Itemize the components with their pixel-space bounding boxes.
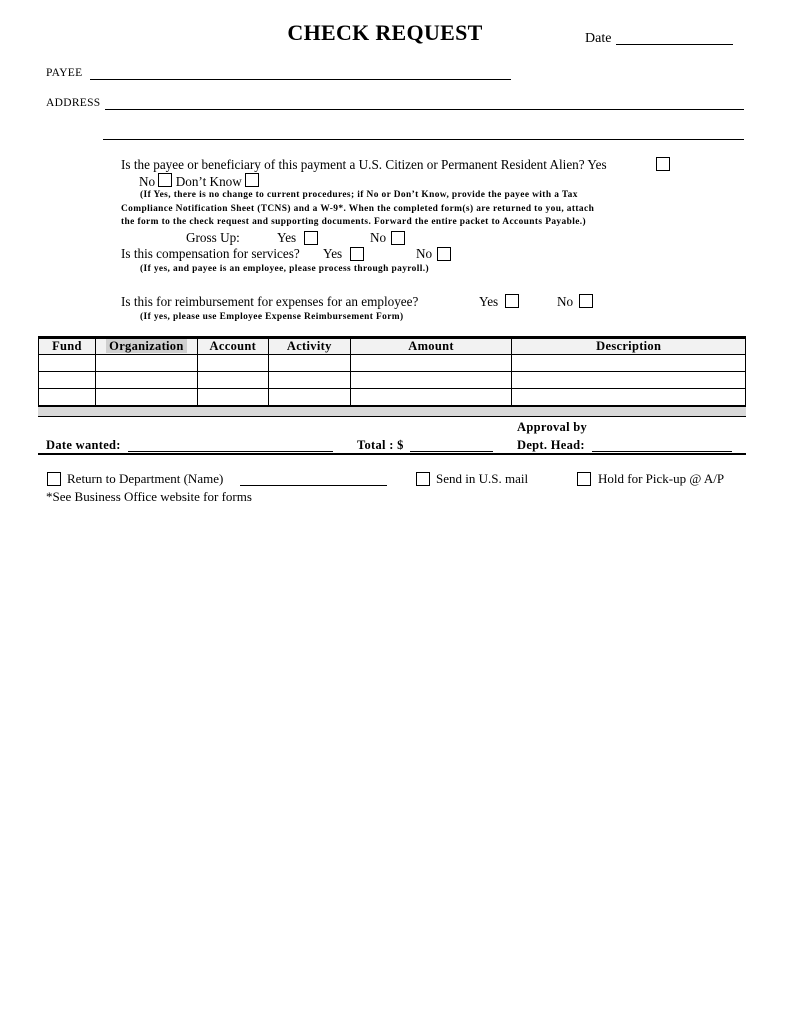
citizen-yes-checkbox[interactable] [656, 157, 670, 171]
reimbursement-yes-checkbox[interactable] [505, 294, 519, 308]
table-row [39, 372, 746, 389]
citizen-question [121, 157, 607, 173]
column-header-fund: Fund [39, 339, 96, 355]
account-cell[interactable] [197, 355, 268, 372]
date-wanted-label: Date wanted: [46, 438, 121, 452]
date-label: Date [585, 31, 612, 46]
compensation-yes-label: Yes [323, 246, 343, 261]
column-header-organization: Organization [95, 339, 197, 355]
reimbursement-yes-label: Yes [479, 294, 499, 309]
fund-cell[interactable] [39, 389, 96, 406]
form-title: CHECK REQUEST [287, 20, 483, 45]
gross-up-yes-checkbox[interactable] [304, 231, 318, 245]
description-cell[interactable] [512, 372, 746, 389]
address-field-line1[interactable] [105, 109, 744, 110]
approval-label-line2: Dept. Head: [517, 438, 585, 452]
activity-cell[interactable] [268, 389, 350, 406]
table-separator-band [38, 406, 746, 417]
compensation-yes-checkbox[interactable] [350, 247, 364, 261]
department-name-field[interactable] [240, 485, 387, 486]
payee-field[interactable] [90, 79, 511, 80]
address-field-line2[interactable] [103, 139, 744, 140]
amount-cell[interactable] [350, 372, 512, 389]
approval-label-line1: Approval by [517, 420, 588, 434]
citizen-no-label: No [139, 174, 156, 189]
gross-up-yes-label: Yes [277, 230, 297, 245]
description-cell[interactable] [512, 355, 746, 372]
column-header-account: Account [197, 339, 268, 355]
date-field[interactable] [616, 44, 733, 45]
citizen-note-line: Compliance Notification Sheet (TCNS) and a W-9*. When the completed form(s) are returned to you, attach [121, 203, 595, 214]
reimbursement-note: (If yes, please use Employee Expense Reimbursement Form) [140, 312, 404, 322]
citizen-no-row [139, 173, 259, 190]
fund-cell[interactable] [39, 355, 96, 372]
citizen-dont-know-checkbox[interactable] [245, 173, 259, 187]
amount-cell[interactable] [350, 389, 512, 406]
address-label: ADDRESS [46, 97, 101, 109]
activity-cell[interactable] [268, 355, 350, 372]
compensation-no-label: No [416, 246, 433, 261]
citizen-dont-know-label: Don’t Know [175, 174, 242, 189]
return-to-department-checkbox[interactable] [47, 472, 61, 486]
amount-cell[interactable] [350, 355, 512, 372]
gross-up-no-checkbox[interactable] [391, 231, 405, 245]
compensation-no-checkbox[interactable] [437, 247, 451, 261]
activity-cell[interactable] [268, 372, 350, 389]
column-header-amount: Amount [350, 339, 512, 355]
organization-cell[interactable] [95, 372, 197, 389]
reimbursement-no-label: No [557, 294, 574, 309]
gross-up-label: Gross Up: [186, 230, 240, 245]
citizen-no-checkbox[interactable] [158, 173, 172, 187]
reimbursement-question: Is this for reimbursement for expenses for an employee? [121, 294, 419, 309]
fund-cell[interactable] [39, 372, 96, 389]
hold-pickup-checkbox[interactable] [577, 472, 591, 486]
citizen-note [121, 189, 595, 230]
citizen-question-text: Is the payee or beneficiary of this payment a U.S. Citizen or Permanent Resident Alien? Yes [121, 157, 607, 172]
table-row [39, 355, 746, 372]
date-wanted-field[interactable] [128, 451, 333, 452]
payee-label: PAYEE [46, 67, 83, 79]
send-mail-label: Send in U.S. mail [436, 471, 529, 486]
organization-cell[interactable] [95, 355, 197, 372]
website-note: *See Business Office website for forms [46, 489, 252, 504]
column-header-description: Description [512, 339, 746, 355]
compensation-note: (If yes, and payee is an employee, please process through payroll.) [140, 264, 430, 274]
hold-pickup-label: Hold for Pick-up @ A/P [598, 471, 725, 486]
table-header-row [39, 339, 746, 355]
account-cell[interactable] [197, 389, 268, 406]
reimbursement-no-checkbox[interactable] [579, 294, 593, 308]
table-row [39, 389, 746, 406]
return-to-department-label: Return to Department (Name) [67, 471, 224, 486]
column-header-activity: Activity [268, 339, 350, 355]
organization-cell[interactable] [95, 389, 197, 406]
dept-head-signature-field[interactable] [592, 451, 732, 452]
compensation-question: Is this compensation for services? [121, 246, 300, 261]
total-label: Total : $ [357, 438, 404, 452]
description-cell[interactable] [512, 389, 746, 406]
total-field[interactable] [410, 451, 493, 452]
account-cell[interactable] [197, 372, 268, 389]
citizen-note-line: the form to the check request and supporting documents. Forward the entire packet to Accounts Payable.) [121, 217, 587, 227]
send-mail-checkbox[interactable] [416, 472, 430, 486]
gross-up-no-label: No [370, 230, 387, 245]
table-bottom-rule [38, 453, 746, 455]
citizen-note-line: (If Yes, there is no change to current procedures; if No or Don’t Know, provide the payee with a Tax [140, 190, 578, 200]
funding-table [38, 338, 746, 406]
